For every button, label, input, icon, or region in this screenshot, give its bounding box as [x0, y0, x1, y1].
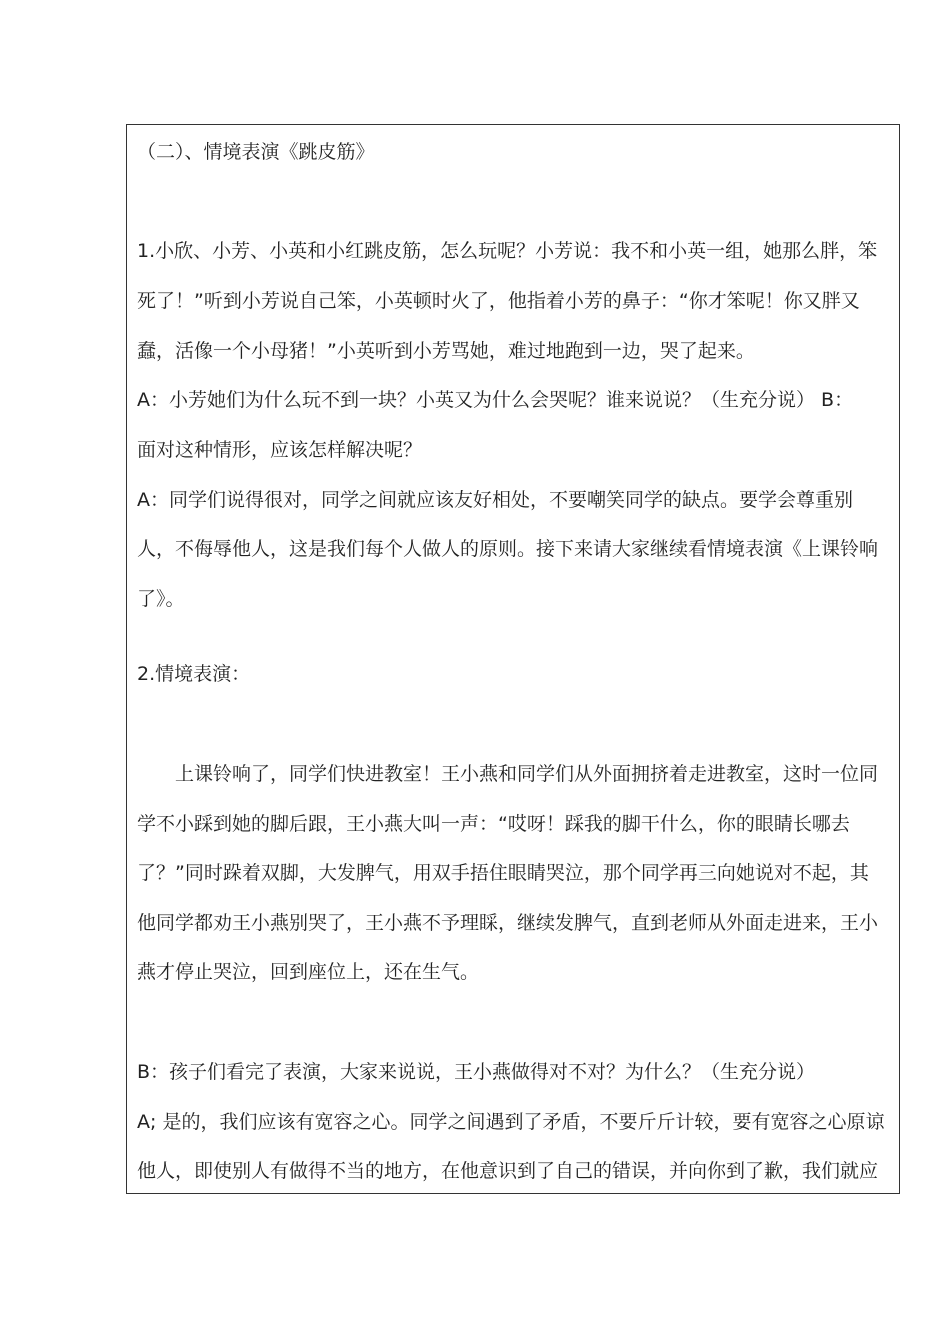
paragraph-line: 上课铃响了，同学们快进教室！王小燕和同学们从外面拥挤着走进教室，这时一位同	[175, 763, 879, 785]
content-frame	[126, 124, 900, 1194]
paragraph-line: 他人，即使别人有做得不当的地方，在他意识到了自己的错误，并向你到了歉，我们就应	[137, 1160, 879, 1182]
paragraph-line: A：同学们说得很对，同学之间就应该友好相处，不要嘲笑同学的缺点。要学会尊重别	[137, 489, 853, 511]
paragraph-line: 燕才停止哭泣，回到座位上，还在生气。	[137, 961, 480, 983]
paragraph-line: A; 是的，我们应该有宽容之心。同学之间遇到了矛盾，不要斤斤计较，要有宽容之心原谅	[137, 1111, 885, 1133]
paragraph-line: 面对这种情形，应该怎样解决呢？	[137, 439, 423, 461]
paragraph-line: 人，不侮辱他人，这是我们每个人做人的原则。接下来请大家继续看情境表演《上课铃响	[137, 538, 879, 560]
paragraph-line: 他同学都劝王小燕别哭了，王小燕不予理睬，继续发脾气，直到老师从外面走进来，王小	[137, 912, 879, 934]
paragraph-line: 1.小欣、小芳、小英和小红跳皮筋，怎么玩呢？小芳说：我不和小英一组，她那么胖，笨	[137, 240, 878, 262]
paragraph-line: B：孩子们看完了表演，大家来说说，王小燕做得对不对？为什么？（生充分说）	[137, 1061, 816, 1083]
section-title: （二）、情境表演《跳皮筋》	[137, 141, 375, 163]
paragraph-line: 死了！”听到小芳说自己笨，小英顿时火了，他指着小芳的鼻子：“你才笨呢！你又胖又	[137, 290, 860, 312]
paragraph-line: A：小芳她们为什么玩不到一块？小英又为什么会哭呢？谁来说说？（生充分说） B：	[137, 389, 854, 411]
subsection-heading: 2.情境表演：	[137, 663, 251, 685]
paragraph-line: 蠢，活像一个小母猪！”小英听到小芳骂她，难过地跑到一边，哭了起来。	[137, 340, 755, 362]
paragraph-line: 了》。	[137, 588, 185, 610]
paragraph-line: 了？”同时跺着双脚，大发脾气，用双手捂住眼睛哭泣，那个同学再三向她说对不起，其	[137, 862, 869, 884]
paragraph-line: 学不小踩到她的脚后跟，王小燕大叫一声：“哎呀！踩我的脚干什么，你的眼睛长哪去	[137, 813, 850, 835]
